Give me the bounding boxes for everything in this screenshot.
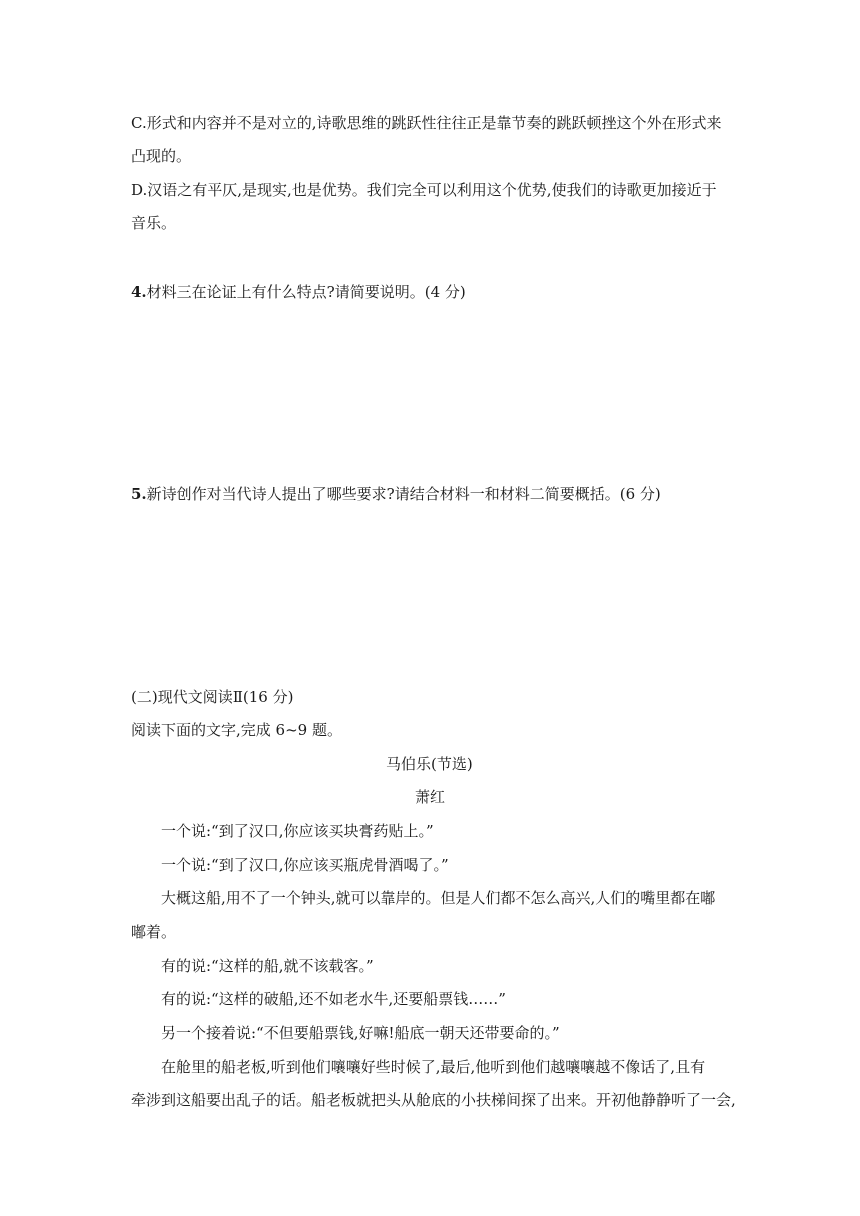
question-4	[131, 282, 466, 302]
reading-instruction: 阅读下面的文字,完成 6~9 题。	[131, 721, 342, 739]
option-d-line-1: D.汉语之有平仄,是现实,也是优势。我们完全可以利用这个优势,使我们的诗歌更加接近于	[131, 181, 717, 199]
passage-line: 大概这船,用不了一个钟头,就可以靠岸的。但是人们都不怎么高兴,人们的嘴里都在嘟	[161, 889, 716, 907]
question-5-text: 新诗创作对当代诗人提出了哪些要求?请结合材料一和材料二简要概括。(6 分)	[146, 485, 661, 503]
passage-line: 在舱里的船老板,听到他们嚷嚷好些时候了,最后,他听到他们越嚷嚷越不像话了,且有	[161, 1058, 706, 1076]
question-4-text: 材料三在论证上有什么特点?请简要说明。(4 分)	[146, 283, 466, 301]
passage-title: 马伯乐(节选)	[386, 755, 473, 773]
passage-line: 另一个接着说:“不但要船票钱,好嘛!船底一朝天还带要命的。”	[161, 1024, 560, 1042]
passage-line: 有的说:“这样的破船,还不如老水牛,还要船票钱……”	[161, 990, 506, 1008]
question-4-number: 4.	[131, 283, 147, 301]
question-5-number: 5.	[131, 485, 147, 503]
passage-line: 牵涉到这船要出乱子的话。船老板就把头从舱底的小扶梯间探了出来。开初他静静听了一会,	[131, 1091, 736, 1109]
passage-line: 一个说:“到了汉口,你应该买瓶虎骨酒喝了。”	[161, 856, 449, 874]
option-d-line-2: 音乐。	[131, 214, 177, 232]
passage-line: 一个说:“到了汉口,你应该买块膏药贴上。”	[161, 822, 434, 840]
option-c-line-1: C.形式和内容并不是对立的,诗歌思维的跳跃性往往正是靠节奏的跳跃顿挫这个外在形式来	[131, 114, 722, 132]
section-heading: (二)现代文阅读Ⅱ(16 分)	[131, 688, 294, 706]
passage-line: 嘟着。	[131, 923, 177, 941]
passage-line: 有的说:“这样的船,就不该载客。”	[161, 957, 374, 975]
question-5	[131, 484, 661, 504]
passage-author: 萧红	[415, 788, 446, 806]
option-c-line-2: 凸现的。	[131, 147, 192, 165]
